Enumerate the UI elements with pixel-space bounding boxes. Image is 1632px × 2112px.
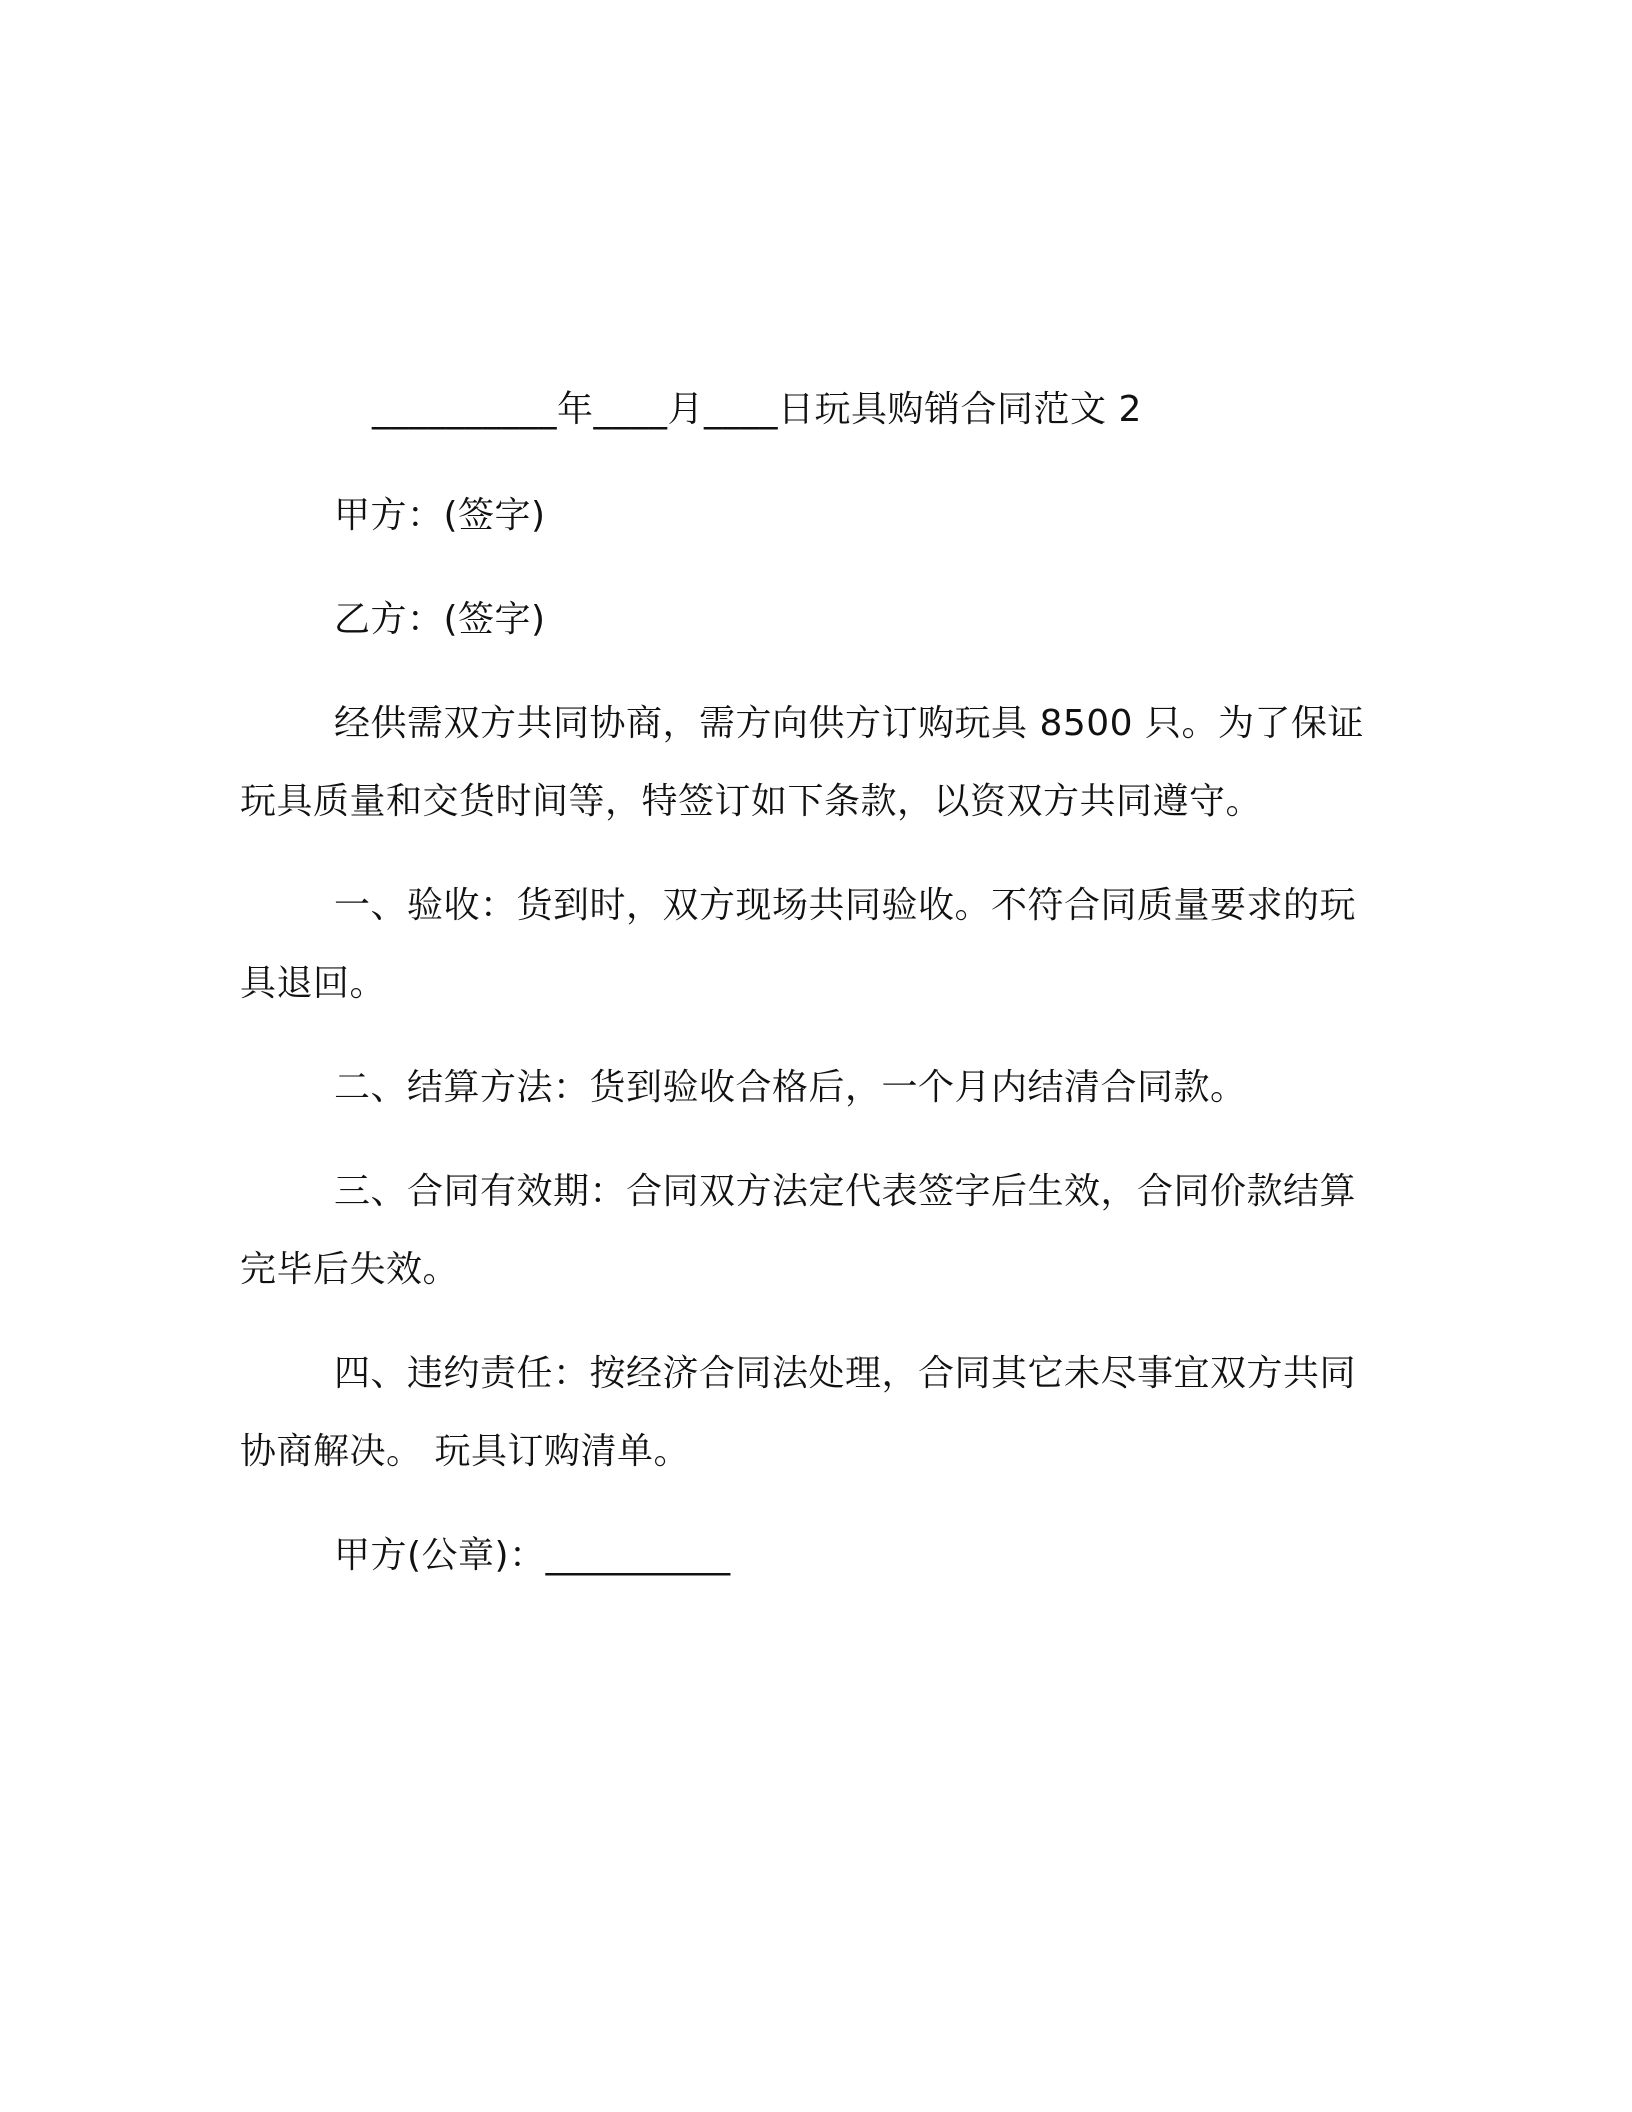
clause-2: 二、结算方法：货到验收合格后，一个月内结清合同款。 — [334, 1067, 1247, 1108]
clause-1-line-1: 一、验收：货到时，双方现场共同验收。不符合同质量要求的玩 — [334, 885, 1357, 926]
party-a-seal: 甲方(公章)：__________ — [334, 1535, 731, 1576]
party-a-signature: 甲方：(签字) — [334, 495, 546, 536]
clause-4-line-2: 协商解决。 玩具订购清单。 — [240, 1431, 690, 1472]
clause-1-line-2: 具退回。 — [240, 963, 387, 1004]
party-b-signature: 乙方：(签字) — [334, 599, 546, 640]
clause-3-line-2: 完毕后失效。 — [240, 1249, 460, 1290]
intro-paragraph-line-2: 玩具质量和交货时间等，特签订如下条款，以资双方共同遵守。 — [240, 781, 1263, 822]
document-title: __________年____月____日玩具购销合同范文 2 — [372, 389, 1142, 430]
intro-paragraph-line-1: 经供需双方共同协商，需方向供方订购玩具 8500 只。为了保证 — [334, 703, 1365, 744]
clause-3-line-1: 三、合同有效期：合同双方法定代表签字后生效，合同价款结算 — [334, 1171, 1357, 1212]
clause-4-line-1: 四、违约责任：按经济合同法处理，合同其它未尽事宜双方共同 — [334, 1353, 1357, 1394]
